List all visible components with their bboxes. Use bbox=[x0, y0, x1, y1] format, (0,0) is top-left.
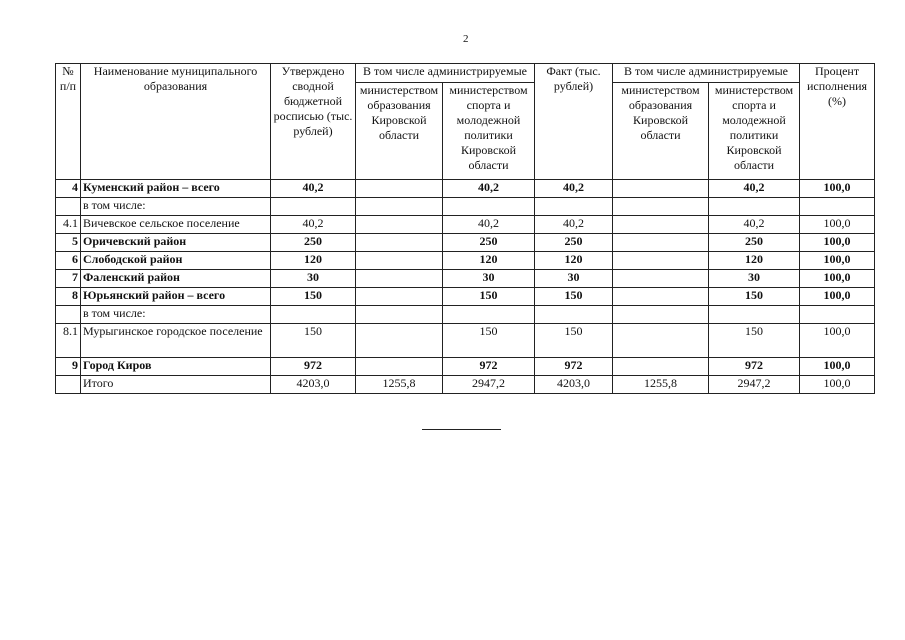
row-edu bbox=[356, 234, 443, 252]
table-row bbox=[56, 234, 875, 252]
row-fact-edu bbox=[613, 252, 709, 270]
row-num: 9 bbox=[56, 358, 81, 376]
row-fact-sport bbox=[709, 306, 800, 324]
table-row bbox=[56, 358, 875, 376]
header-fact: Факт (тыс. рублей) bbox=[535, 64, 613, 180]
row-num: 7 bbox=[56, 270, 81, 288]
row-percent: 100,0 bbox=[800, 324, 875, 358]
table-row bbox=[56, 252, 875, 270]
budget-table bbox=[55, 63, 875, 394]
row-fact-edu bbox=[613, 216, 709, 234]
row-fact: 40,2 bbox=[535, 180, 613, 198]
row-sport: 40,2 bbox=[443, 216, 535, 234]
row-approved: 40,2 bbox=[271, 216, 356, 234]
row-sport: 150 bbox=[443, 288, 535, 306]
row-approved: 150 bbox=[271, 324, 356, 358]
row-fact-edu bbox=[613, 270, 709, 288]
row-fact: 150 bbox=[535, 324, 613, 358]
row-fact-sport bbox=[709, 198, 800, 216]
row-num bbox=[56, 198, 81, 216]
row-name: Слободской район bbox=[81, 252, 271, 270]
row-fact: 150 bbox=[535, 288, 613, 306]
header-percent: Процент исполнения (%) bbox=[800, 64, 875, 180]
row-sport: 250 bbox=[443, 234, 535, 252]
row-approved: 972 bbox=[271, 358, 356, 376]
row-fact-sport: 150 bbox=[709, 288, 800, 306]
row-name: в том числе: bbox=[81, 306, 271, 324]
row-approved: 40,2 bbox=[271, 180, 356, 198]
row-sport: 2947,2 bbox=[443, 376, 535, 394]
header-name: Наименование муниципального образования bbox=[81, 64, 271, 180]
row-sport: 150 bbox=[443, 324, 535, 358]
row-approved: 120 bbox=[271, 252, 356, 270]
row-name: Фаленский район bbox=[81, 270, 271, 288]
row-fact-edu bbox=[613, 198, 709, 216]
subheader-sport-approved: министерством спорта и молодежной политики Кировской области bbox=[443, 83, 535, 180]
row-sport: 120 bbox=[443, 252, 535, 270]
row-fact: 250 bbox=[535, 234, 613, 252]
row-fact-sport: 30 bbox=[709, 270, 800, 288]
footer-divider bbox=[422, 429, 501, 430]
row-fact-edu bbox=[613, 324, 709, 358]
row-fact: 30 bbox=[535, 270, 613, 288]
row-fact: 972 bbox=[535, 358, 613, 376]
row-percent: 100,0 bbox=[800, 270, 875, 288]
row-sport: 40,2 bbox=[443, 180, 535, 198]
row-fact bbox=[535, 198, 613, 216]
row-name: Мурыгинское городское поселение bbox=[81, 324, 271, 358]
row-sport bbox=[443, 306, 535, 324]
row-approved bbox=[271, 198, 356, 216]
row-percent bbox=[800, 198, 875, 216]
row-fact-sport: 120 bbox=[709, 252, 800, 270]
row-approved: 250 bbox=[271, 234, 356, 252]
row-num bbox=[56, 376, 81, 394]
row-edu bbox=[356, 270, 443, 288]
row-num: 4 bbox=[56, 180, 81, 198]
header-group-approved: В том числе администрируемые bbox=[356, 64, 535, 83]
row-percent: 100,0 bbox=[800, 376, 875, 394]
subheader-sport-fact: министерством спорта и молодежной политики Кировской области bbox=[709, 83, 800, 180]
row-name: Итого bbox=[81, 376, 271, 394]
row-sport: 30 bbox=[443, 270, 535, 288]
row-name: Куменский район – всего bbox=[81, 180, 271, 198]
row-fact-edu bbox=[613, 180, 709, 198]
row-num bbox=[56, 306, 81, 324]
table-row-total bbox=[56, 376, 875, 394]
header-approved: Утверждено сводной бюджетной росписью (тыс. рублей) bbox=[271, 64, 356, 180]
row-fact: 40,2 bbox=[535, 216, 613, 234]
row-approved bbox=[271, 306, 356, 324]
row-fact-edu bbox=[613, 234, 709, 252]
row-percent: 100,0 bbox=[800, 252, 875, 270]
row-percent: 100,0 bbox=[800, 288, 875, 306]
row-edu bbox=[356, 252, 443, 270]
page-number: 2 bbox=[463, 33, 469, 45]
header-group-fact: В том числе администрируемые bbox=[613, 64, 800, 83]
row-edu bbox=[356, 306, 443, 324]
subheader-edu-fact: министерством образования Кировской области bbox=[613, 83, 709, 180]
row-name: Юрьянский район – всего bbox=[81, 288, 271, 306]
table-row bbox=[56, 306, 875, 324]
row-edu bbox=[356, 324, 443, 358]
row-fact-sport: 972 bbox=[709, 358, 800, 376]
row-num: 8 bbox=[56, 288, 81, 306]
row-percent: 100,0 bbox=[800, 216, 875, 234]
row-name: в том числе: bbox=[81, 198, 271, 216]
row-edu bbox=[356, 180, 443, 198]
row-edu bbox=[356, 288, 443, 306]
row-sport: 972 bbox=[443, 358, 535, 376]
row-edu bbox=[356, 358, 443, 376]
row-fact-edu bbox=[613, 358, 709, 376]
row-fact-edu bbox=[613, 306, 709, 324]
row-percent: 100,0 bbox=[800, 358, 875, 376]
table-row bbox=[56, 198, 875, 216]
row-fact: 4203,0 bbox=[535, 376, 613, 394]
table-row bbox=[56, 216, 875, 234]
row-name: Оричевский район bbox=[81, 234, 271, 252]
row-fact-sport: 2947,2 bbox=[709, 376, 800, 394]
row-percent bbox=[800, 306, 875, 324]
row-fact-sport: 40,2 bbox=[709, 180, 800, 198]
row-edu: 1255,8 bbox=[356, 376, 443, 394]
row-percent: 100,0 bbox=[800, 234, 875, 252]
row-name: Город Киров bbox=[81, 358, 271, 376]
row-percent: 100,0 bbox=[800, 180, 875, 198]
row-fact-edu: 1255,8 bbox=[613, 376, 709, 394]
row-fact-edu bbox=[613, 288, 709, 306]
table-row bbox=[56, 270, 875, 288]
subheader-edu-approved: министерством образования Кировской области bbox=[356, 83, 443, 180]
row-num: 6 bbox=[56, 252, 81, 270]
row-num: 5 bbox=[56, 234, 81, 252]
row-approved: 150 bbox=[271, 288, 356, 306]
table-row bbox=[56, 288, 875, 306]
row-fact-sport: 250 bbox=[709, 234, 800, 252]
row-edu bbox=[356, 216, 443, 234]
row-num: 8.1 bbox=[56, 324, 81, 358]
row-fact: 120 bbox=[535, 252, 613, 270]
row-name: Вичевское сельское поселение bbox=[81, 216, 271, 234]
table-row bbox=[56, 324, 875, 358]
header-num: № п/п bbox=[56, 64, 81, 180]
row-fact-sport: 150 bbox=[709, 324, 800, 358]
row-num: 4.1 bbox=[56, 216, 81, 234]
row-approved: 4203,0 bbox=[271, 376, 356, 394]
row-sport bbox=[443, 198, 535, 216]
row-approved: 30 bbox=[271, 270, 356, 288]
row-edu bbox=[356, 198, 443, 216]
table-row bbox=[56, 180, 875, 198]
row-fact bbox=[535, 306, 613, 324]
row-fact-sport: 40,2 bbox=[709, 216, 800, 234]
